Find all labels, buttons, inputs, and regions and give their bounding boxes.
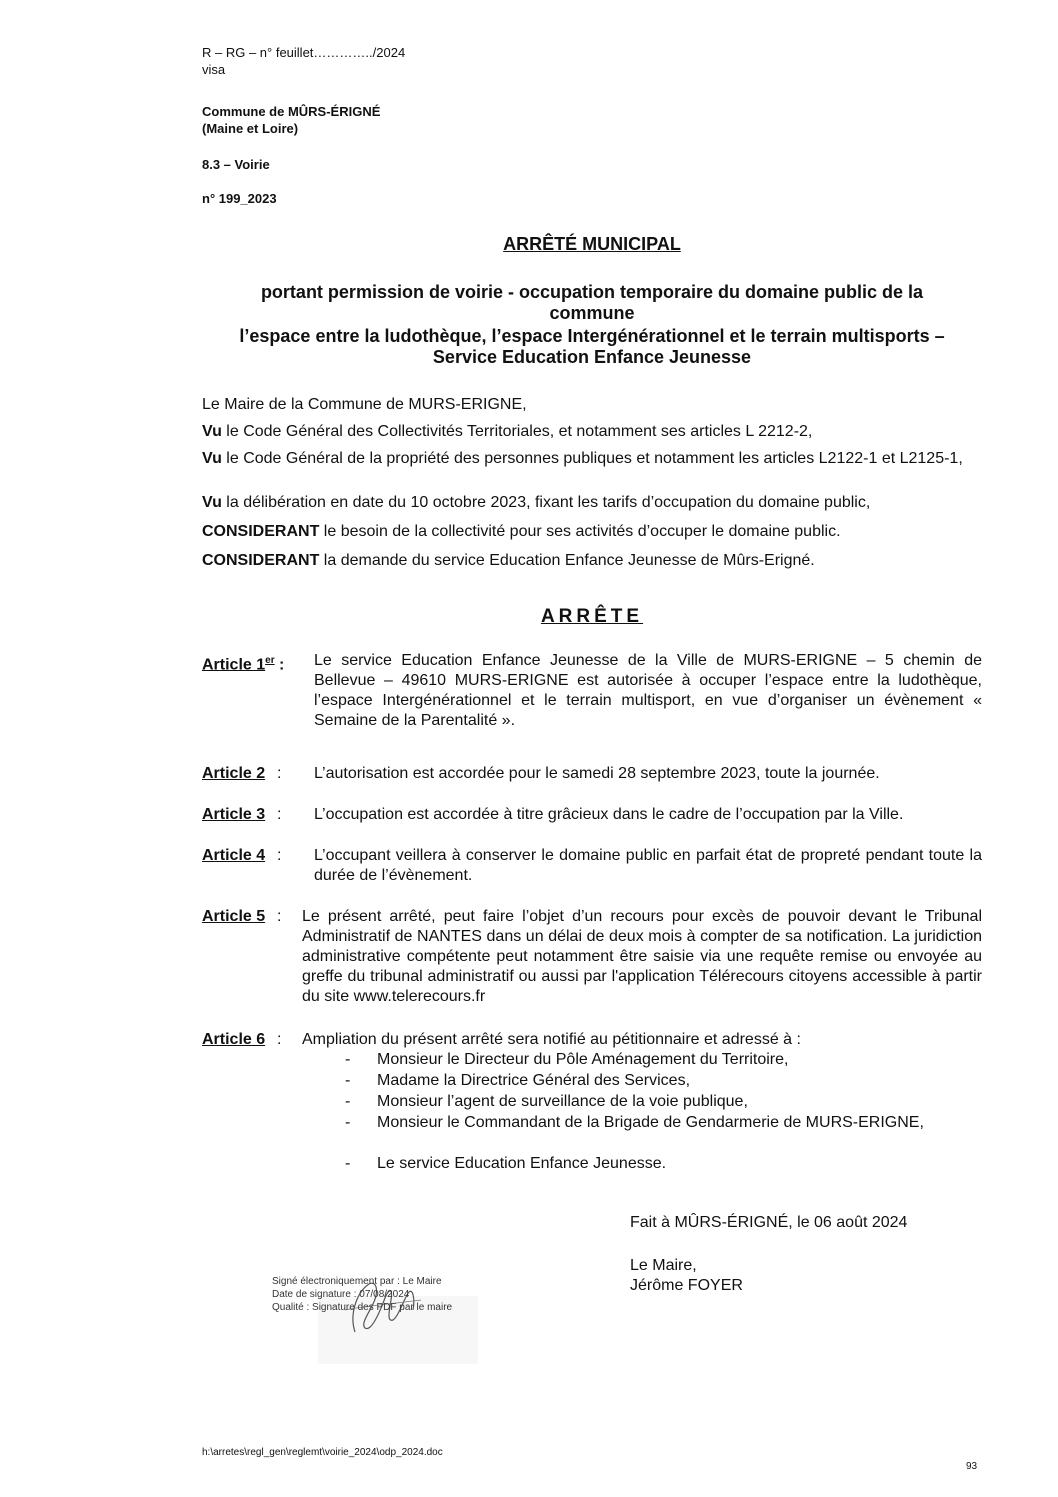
e-signature-line-2: Date de signature : 07/08/2024 xyxy=(272,1289,410,1300)
page-title: ARRÊTÉ MUNICIPAL xyxy=(503,234,681,254)
article-6-label: Article 6 xyxy=(202,1031,266,1048)
signatory-role: Le Maire, xyxy=(630,1257,697,1274)
article-3-label: Article 3 xyxy=(202,806,266,823)
article-5-text: Le présent arrêté, peut faire l’objet d’un recours pour excès de pouvoir devant le Tribunal Administratif de NANTES dans un délai de deux mois à compter de sa notification. La juridiction administrative compétente peut notamment être saisie via une requête remise ou envoyée au greffe du tribunal administratif ou aussi par l'application Télérecours citoyens accessible à partir du site www.telerecours.fr xyxy=(302,908,982,1005)
subtitle-line-3: l’espace entre la ludothèque, l’espace Intergénérationnel et le terrain multisports – xyxy=(239,326,945,346)
signatory-name: Jérôme FOYER xyxy=(630,1277,743,1294)
article-2-text: L’autorisation est accordée pour le samedi 28 septembre 2023, toute la journée. xyxy=(314,765,880,782)
article-5-label: Article 5 xyxy=(202,908,266,925)
decree-number: n° 199_2023 xyxy=(202,191,277,206)
article-3-text: L’occupation est accordée à titre grâcieux dans le cadre de l’occupation par la Ville. xyxy=(314,806,904,823)
subtitle-line-1: portant permission de voirie - occupation temporaire du domaine public de la xyxy=(260,282,924,302)
list-item: - Le service Education Enfance Jeunesse. xyxy=(345,1155,667,1172)
department: (Maine et Loire) xyxy=(202,121,299,136)
article-6-text: Ampliation du présent arrêté sera notifié au pétitionnaire et adressé à : xyxy=(302,1031,801,1048)
preamble-considerant-1: CONSIDERANT le besoin de la collectivité pour ses activités d’occuper le domaine public. xyxy=(202,523,841,540)
article-5-colon: : xyxy=(277,908,282,925)
done-at-line: Fait à MÛRS-ÉRIGNÉ, le 06 août 2024 xyxy=(630,1214,908,1231)
list-item: - Madame la Directrice Général des Services, xyxy=(345,1072,691,1089)
article-2-label: Article 2 xyxy=(202,765,266,782)
list-item: - Monsieur le Directeur du Pôle Aménagement du Territoire, xyxy=(345,1051,789,1068)
preamble-vu-2: Vu le Code Général de la propriété des personnes publiques et notamment les articles L2122-1 et L2125-1, xyxy=(202,450,963,467)
visa-line: visa xyxy=(202,62,226,77)
article-4-colon: : xyxy=(277,847,282,864)
preamble-vu-1: Vu le Code Général des Collectivités Territoriales, et notamment ses articles L 2212-2, xyxy=(202,423,813,440)
list-item: - Monsieur le Commandant de la Brigade de Gendarmerie de MURS-ERIGNE, xyxy=(345,1114,924,1131)
preamble-intro: Le Maire de la Commune de MURS-ERIGNE, xyxy=(202,396,527,413)
list-item: - Monsieur l’agent de surveillance de la voie publique, xyxy=(345,1093,748,1110)
article-6-colon: : xyxy=(277,1031,282,1048)
article-1-text: Le service Education Enfance Jeunesse de la Ville de MURS-ERIGNE – 5 chemin de Bellevue – 49610 MURS-ERIGNE est autorisée à occuper l’espace entre la ludothèque, l’espace Intergénérationnel et le terrain multisport, en vue d’organiser un évènement « Semaine de la Parentalité ». xyxy=(314,652,982,729)
preamble-vu-3: Vu la délibération en date du 10 octobre 2023, fixant les tarifs d’occupation du domaine public, xyxy=(202,494,871,511)
article-4-label: Article 4 xyxy=(202,847,266,864)
page-number: 93 xyxy=(966,1461,978,1472)
arrete-heading: ARRÊTE xyxy=(540,606,644,627)
article-1-label: Article 1er : xyxy=(202,655,285,674)
article-4-text: L’occupant veillera à conserver le domaine public en parfait état de propreté pendant toute la durée de l’évènement. xyxy=(314,847,982,884)
article-2-colon: : xyxy=(277,765,282,782)
commune-name: Commune de MÛRS-ÉRIGNÉ xyxy=(202,104,381,119)
file-path: h:\arretes\regl_gen\reglemt\voirie_2024\odp_2024.doc xyxy=(202,1447,443,1458)
e-signature-line-3: Qualité : Signature des PDF par le maire xyxy=(272,1302,453,1313)
preamble-considerant-2: CONSIDERANT la demande du service Education Enfance Jeunesse de Mûrs-Erigné. xyxy=(202,552,815,569)
subtitle-line-4: Service Education Enfance Jeunesse xyxy=(432,347,752,367)
subtitle-line-2: commune xyxy=(549,303,635,323)
category: 8.3 – Voirie xyxy=(202,157,270,172)
e-signature-line-1: Signé électroniquement par : Le Maire xyxy=(272,1276,442,1287)
article-3-colon: : xyxy=(277,806,282,823)
registry-line: R – RG – n° feuillet…………../2024 xyxy=(202,45,406,60)
